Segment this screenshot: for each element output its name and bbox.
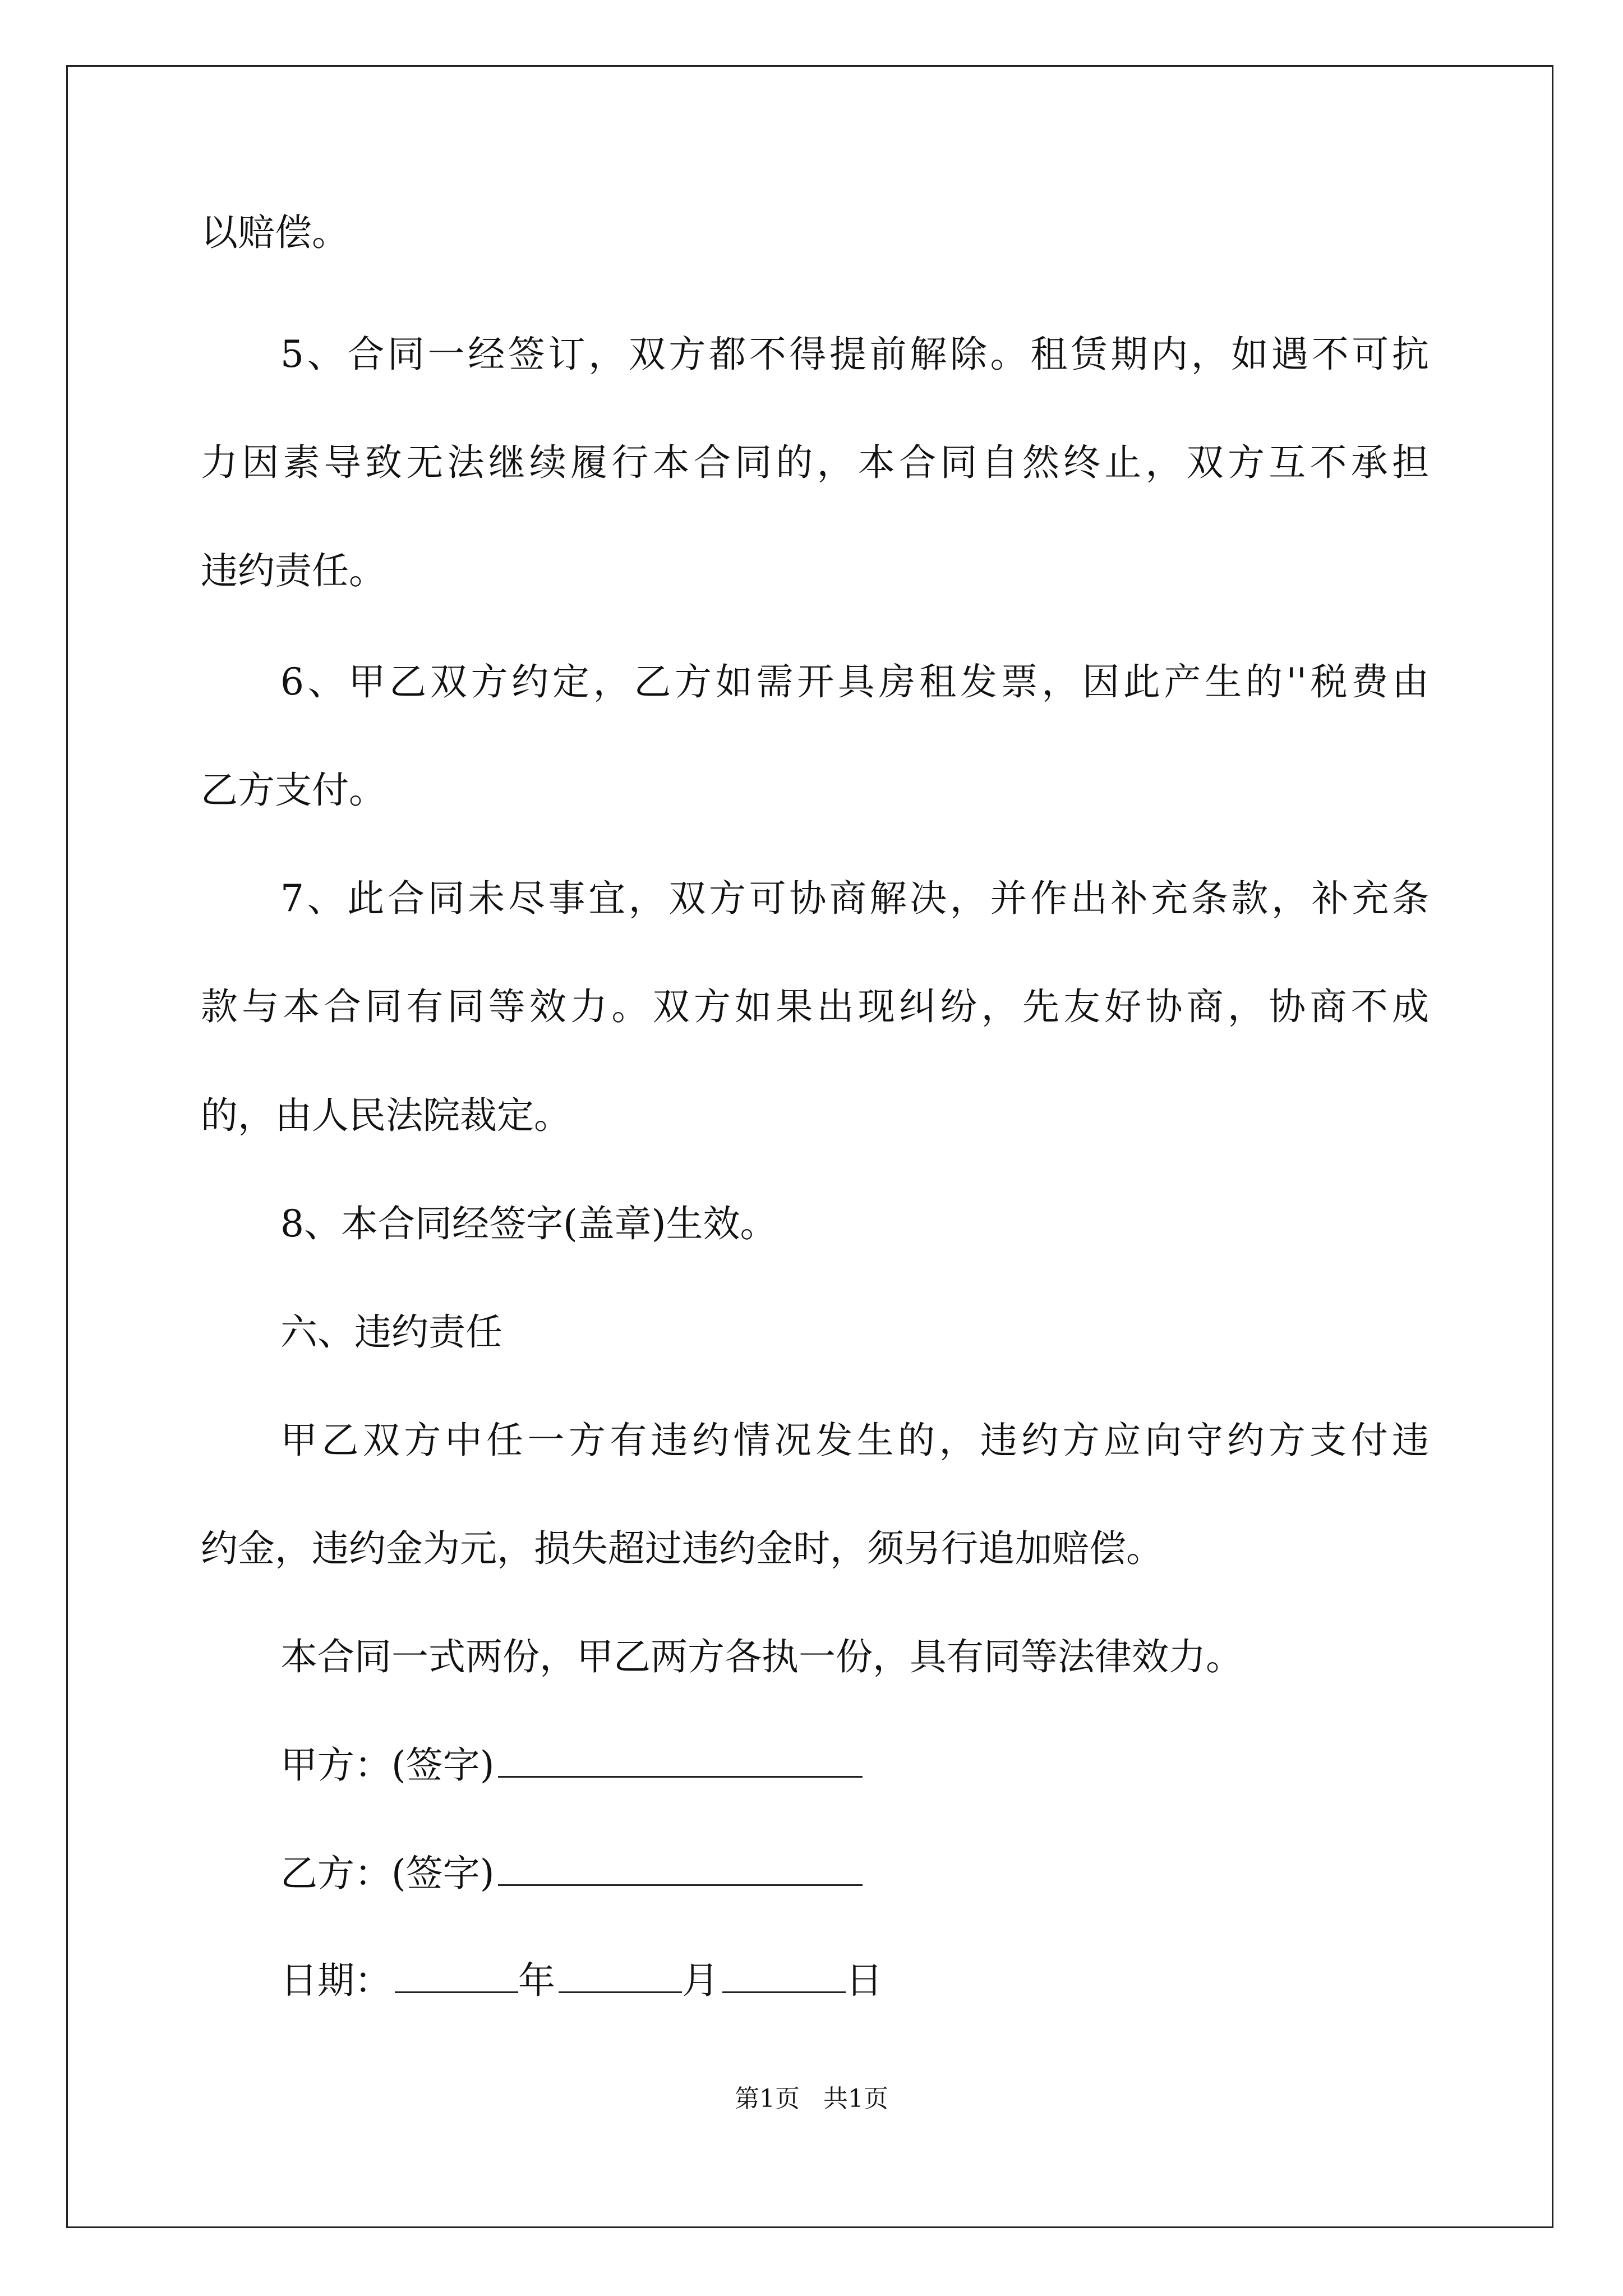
text-line: 甲乙双方中任一方有违约情况发生的，违约方应向守约方支付违 <box>280 1419 1429 1462</box>
page-frame <box>66 65 1553 2228</box>
text-line: 5、合同一经签订，双方都不得提前解除。租赁期内，如遇不可抗 <box>280 333 1429 376</box>
page-footer: 第1页 共1页 <box>735 2085 888 2113</box>
text-line: 违约责任。 <box>201 549 386 592</box>
party-a-label: 甲方：(签字) <box>280 1743 495 1787</box>
text-line: 6、甲乙双方约定，乙方如需开具房租发票，因此产生的''税费由 <box>280 660 1429 703</box>
text-line: 的，由人民法院裁定。 <box>201 1094 571 1137</box>
party-b-label: 乙方：(签字) <box>280 1852 495 1895</box>
text-line: 本合同一式两份，甲乙两方各执一份，具有同等法律效力。 <box>280 1635 1243 1678</box>
month-blank <box>559 1957 682 1993</box>
text-line: 力因素导致无法继续履行本合同的，本合同自然终止，双方互不承担 <box>201 441 1429 484</box>
party-b-signature <box>201 1848 1429 1899</box>
text-line: 乙方支付。 <box>201 769 386 812</box>
text-line: 款与本合同有同等效力。双方如果出现纠纷，先友好协商，协商不成 <box>201 985 1429 1028</box>
text-line: 7、此合同未尽事宜，双方可协商解决，并作出补充条款，补充条 <box>280 877 1429 920</box>
text-line: 约金，违约金为元，损失超过违约金时，须另行追加赔偿。 <box>201 1527 1163 1570</box>
section-heading: 六、违约责任 <box>280 1310 502 1354</box>
text-line: 以赔偿。 <box>201 211 349 254</box>
party-a-signature <box>201 1740 1429 1791</box>
party-a-signature-line <box>498 1741 863 1778</box>
party-b-signature-line <box>498 1849 863 1886</box>
date-day: 日 <box>846 1959 883 2002</box>
date-row <box>201 1955 1429 2006</box>
year-blank <box>395 1957 518 1993</box>
date-year: 年 <box>518 1959 555 2002</box>
date-label: 日期： <box>280 1959 391 2002</box>
date-month: 月 <box>682 1959 719 2002</box>
text-line: 8、本合同经签字(盖章)生效。 <box>280 1202 777 1245</box>
day-blank <box>722 1957 846 1993</box>
